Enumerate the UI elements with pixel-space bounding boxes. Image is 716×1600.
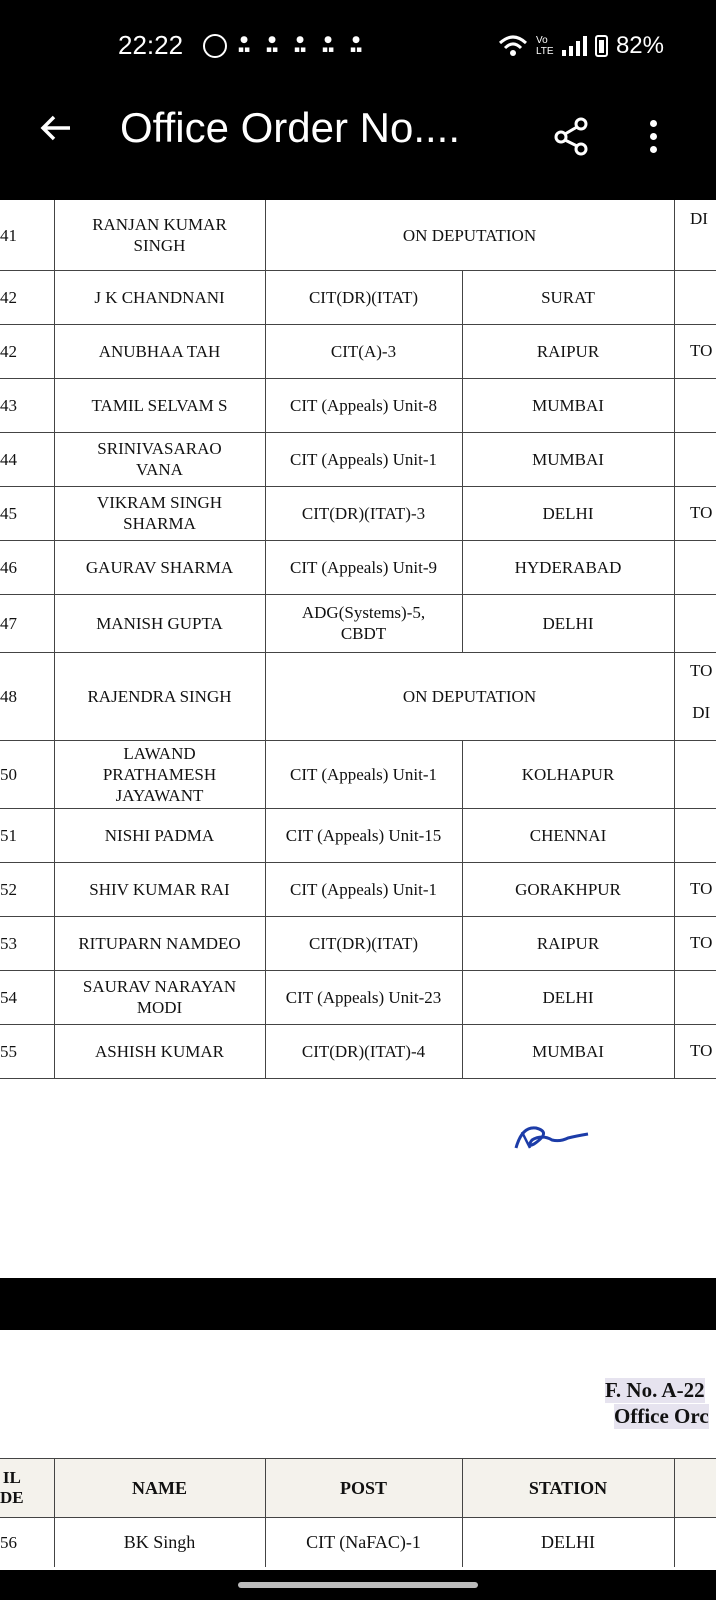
table-row	[0, 378, 716, 433]
row-name: MANISH GUPTA	[96, 613, 223, 633]
row-sl: 51	[0, 825, 17, 845]
signature	[512, 1118, 602, 1158]
row-post: CIT (Appeals) Unit-1	[290, 764, 437, 784]
app-bar	[0, 92, 716, 200]
row-remark	[674, 270, 716, 324]
table-row	[0, 916, 716, 971]
row-station: DELHI	[542, 987, 594, 1007]
document-page	[0, 200, 716, 1278]
row-remark: TO	[690, 1041, 713, 1060]
dainik-bhaskar-icon: ● ▪▪	[349, 35, 363, 55]
row-name: J K CHANDNANI	[94, 287, 225, 307]
row-name: SRINIVASARAO VANA	[97, 439, 222, 479]
row-name: RITUPARN NAMDEO	[78, 933, 241, 953]
row-remark	[674, 594, 716, 652]
table-row	[0, 432, 716, 487]
navigation-bar	[0, 1570, 716, 1600]
row-sl: 48	[0, 686, 17, 706]
file-number: F. No. A-22	[605, 1378, 705, 1402]
status-bar	[0, 0, 716, 92]
more-vertical-icon[interactable]	[650, 120, 660, 159]
row-sl: 46	[0, 557, 17, 577]
row-station: RAIPUR	[536, 341, 600, 361]
row-post: CIT (Appeals) Unit-1	[290, 449, 437, 469]
volte-label: Vo LTE	[535, 35, 554, 57]
row-name: TAMIL SELVAM S	[91, 395, 228, 415]
row-post: CIT (Appeals) Unit-23	[285, 987, 442, 1007]
row-post: CIT (Appeals) Unit-9	[290, 557, 437, 577]
row-station: KOLHAPUR	[521, 764, 615, 784]
row-name: SHIV KUMAR RAI	[89, 879, 230, 899]
row-remark	[674, 740, 716, 808]
header-station: STATION	[528, 1477, 608, 1498]
row-station: SURAT	[541, 287, 595, 307]
row-name: ASHISH KUMAR	[95, 1041, 224, 1061]
row-station: CHENNAI	[529, 825, 607, 845]
row-post: ADG(Systems)-5, CBDT	[301, 603, 426, 643]
row-remark	[674, 378, 716, 432]
gesture-handle[interactable]	[238, 1582, 478, 1588]
row-name: RAJENDRA SINGH	[87, 686, 232, 706]
row-post: CIT(DR)(ITAT)-4	[301, 1041, 426, 1061]
wifi-icon	[498, 35, 528, 57]
row-remark	[674, 970, 716, 1024]
header-name: NAME	[132, 1477, 187, 1498]
dainik-bhaskar-icon: ● ▪▪	[293, 35, 307, 55]
table-row	[0, 970, 716, 1025]
row-station: MUMBAI	[532, 1041, 604, 1061]
row-remark: TO	[690, 879, 713, 898]
header-sl: IL DE	[0, 1468, 24, 1507]
table-row	[0, 1517, 716, 1567]
row-sl: 45	[0, 503, 17, 523]
table-row	[0, 740, 716, 809]
office-order-heading: Office Orc	[614, 1404, 709, 1428]
row-station: MUMBAI	[532, 449, 604, 469]
row-name: LAWAND PRATHAMESH JAYAWANT	[102, 743, 217, 805]
row-station: DELHI	[542, 503, 594, 523]
row-remark	[674, 808, 716, 862]
row-sl: 43	[0, 395, 17, 415]
row-station: HYDERABAD	[514, 557, 622, 577]
table-row	[0, 486, 716, 541]
table-row	[0, 652, 716, 741]
document-title: Office Order No....	[120, 104, 460, 151]
row-name: VIKRAM SINGH SHARMA	[96, 493, 223, 533]
share-icon[interactable]	[552, 116, 592, 156]
row-sl: 42	[0, 341, 17, 361]
row-remark: TO DI	[690, 661, 713, 722]
table-row	[0, 594, 716, 653]
row-post: ON DEPUTATION	[402, 225, 537, 245]
whatsapp-icon	[203, 34, 227, 58]
row-station: DELHI	[542, 613, 594, 633]
row-sl: 54	[0, 987, 17, 1007]
row-post: ON DEPUTATION	[402, 686, 537, 706]
page-gap	[0, 1278, 716, 1330]
dainik-bhaskar-icon: ● ▪▪	[265, 35, 279, 55]
row-post: CIT (Appeals) Unit-1	[290, 879, 437, 899]
row-name: BK Singh	[123, 1531, 196, 1552]
status-time: 22:22	[118, 30, 184, 60]
row-name: GAURAV SHARMA	[85, 557, 234, 577]
row-sl: 52	[0, 879, 17, 899]
battery-icon	[595, 35, 608, 57]
table-row	[0, 808, 716, 863]
row-remark: TO	[690, 341, 713, 360]
row-sl: 53	[0, 933, 17, 953]
row-remark	[674, 432, 716, 486]
row-post: CIT (Appeals) Unit-8	[290, 395, 437, 415]
arrow-left-icon[interactable]	[38, 110, 74, 156]
table-row	[0, 270, 716, 325]
table-row	[0, 1024, 716, 1079]
row-sl: 42	[0, 287, 17, 307]
row-remark: TO	[690, 503, 713, 522]
row-post: CIT(DR)(ITAT)	[308, 287, 419, 307]
notification-icons	[203, 34, 367, 58]
row-name: NISHI PADMA	[104, 825, 215, 845]
row-name: SAURAV NARAYAN MODI	[82, 977, 237, 1017]
table-header	[0, 1458, 716, 1518]
row-sl: 44	[0, 449, 17, 469]
document-page-2	[0, 1330, 716, 1570]
row-remark: DI	[690, 209, 708, 228]
row-sl: 50	[0, 764, 17, 784]
system-icons	[498, 32, 664, 60]
table-row	[0, 200, 716, 271]
row-sl: 55	[0, 1041, 17, 1061]
row-post: CIT (Appeals) Unit-15	[285, 825, 442, 845]
row-station: RAIPUR	[536, 933, 600, 953]
row-name: RANJAN KUMAR SINGH	[92, 215, 227, 255]
row-sl: 41	[0, 225, 17, 245]
row-station: GORAKHPUR	[515, 879, 621, 899]
signal-icon	[562, 36, 587, 56]
header-post: POST	[339, 1477, 387, 1498]
table-row	[0, 324, 716, 379]
row-remark	[674, 540, 716, 594]
dainik-bhaskar-icon: ● ▪▪	[237, 35, 251, 55]
row-station: DELHI	[541, 1531, 595, 1552]
dainik-bhaskar-icon: ● ▪▪	[321, 35, 335, 55]
row-post: CIT(DR)(ITAT)-3	[301, 503, 426, 523]
row-name: ANUBHAA TAH	[98, 341, 221, 361]
row-remark: TO	[690, 933, 713, 952]
row-post: CIT(A)-3	[330, 341, 397, 361]
battery-percent: 82%	[615, 32, 664, 59]
row-sl: 47	[0, 613, 17, 633]
row-station: MUMBAI	[532, 395, 604, 415]
row-post: CIT(DR)(ITAT)	[308, 933, 419, 953]
table-row	[0, 862, 716, 917]
table-row	[0, 540, 716, 595]
row-post: CIT (NaFAC)-1	[306, 1531, 421, 1552]
row-sl: 56	[0, 1532, 17, 1552]
